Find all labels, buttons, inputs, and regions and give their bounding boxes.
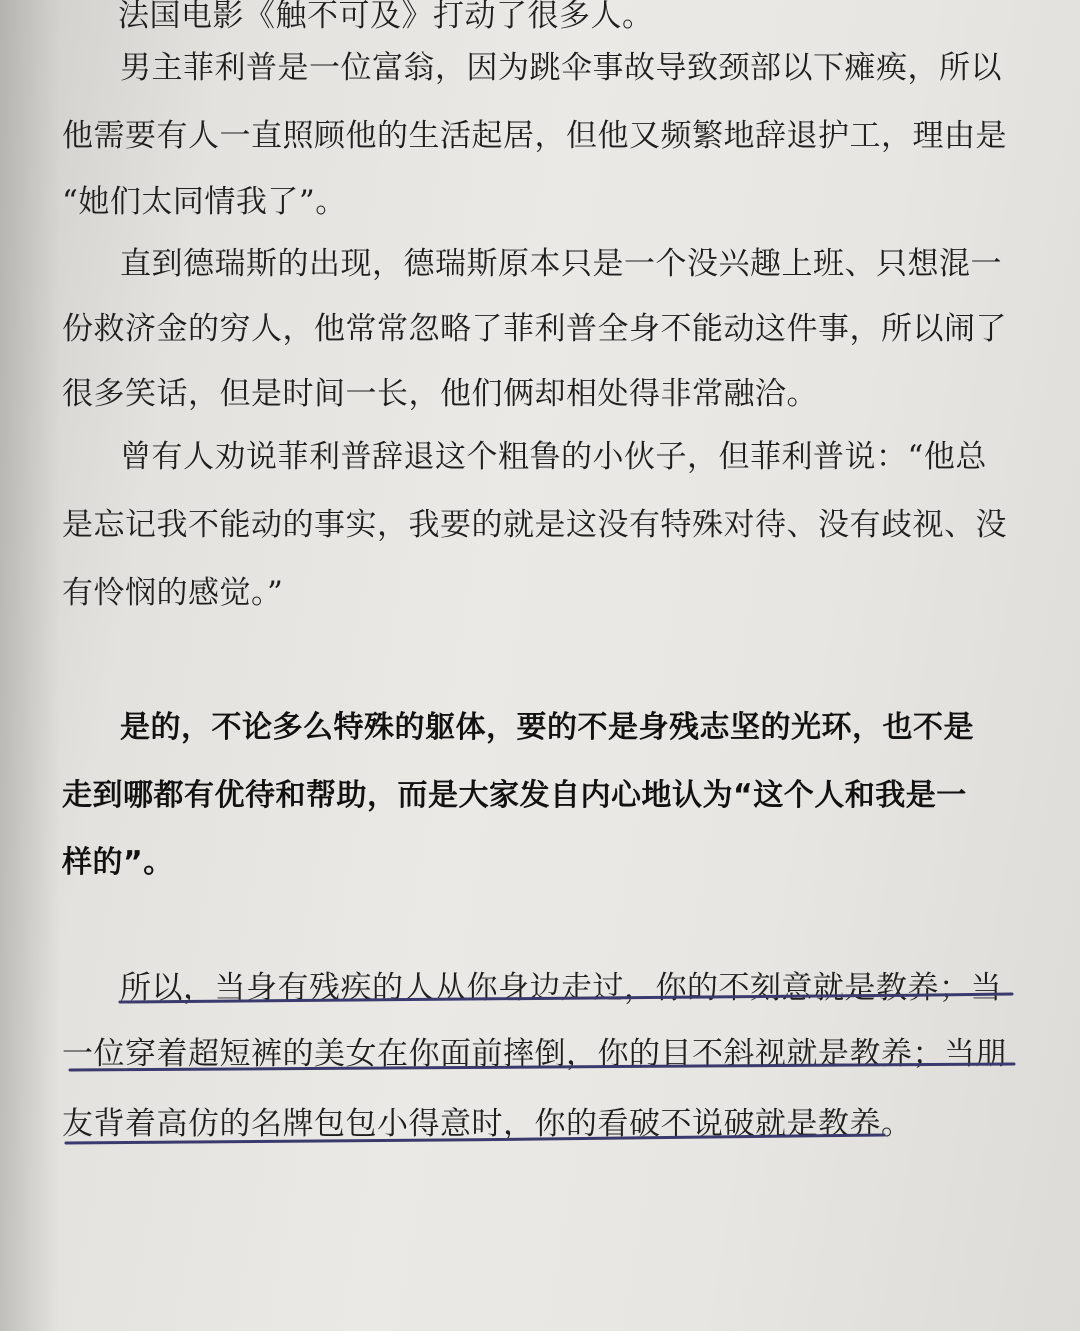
text-line: 走到哪都有优待和帮助，而是大家发自内心地认为“这个人和我是一 (62, 778, 967, 813)
page-shadow (0, 0, 60, 1331)
text-line: 很多笑话，但是时间一长，他们俩却相处得非常融洽。 (62, 376, 818, 412)
text-line: 男主菲利普是一位富翁，因为跳伞事故导致颈部以下瘫痪，所以 (120, 50, 1002, 86)
text-line: 他需要有人一直照顾他的生活起居，但他又频繁地辞退护工，理由是 (62, 118, 1007, 154)
text-line: 直到德瑞斯的出现，德瑞斯原本只是一个没兴趣上班、只想混一 (120, 246, 1002, 282)
text-line: 所以，当身有残疾的人从你身边走过，你的不刻意就是教养；当 (120, 970, 1002, 1006)
text-line: 是忘记我不能动的事实，我要的就是这没有特殊对待、没有歧视、没 (62, 507, 1007, 543)
text-line: 是的，不论多么特殊的躯体，要的不是身残志坚的光环，也不是 (120, 710, 974, 745)
text-line: 份救济金的穷人，他常常忽略了菲利普全身不能动这件事，所以闹了 (62, 311, 1007, 347)
text-line: “她们太同情我了”。 (62, 184, 347, 220)
text-line: 友背着高仿的名牌包包小得意时，你的看破不说破就是教养。 (62, 1106, 913, 1142)
text-line: 一位穿着超短裤的美女在你面前摔倒，你的目不斜视就是教养；当朋 (62, 1036, 1007, 1072)
text-line: 样的”。 (62, 845, 174, 880)
text-line: 有怜悯的感觉。” (62, 575, 284, 611)
text-line: 曾有人劝说菲利普辞退这个粗鲁的小伙子，但菲利普说：“他总 (120, 439, 987, 475)
text-line: 法国电影《触不可及》打动了很多人。 (118, 0, 654, 34)
